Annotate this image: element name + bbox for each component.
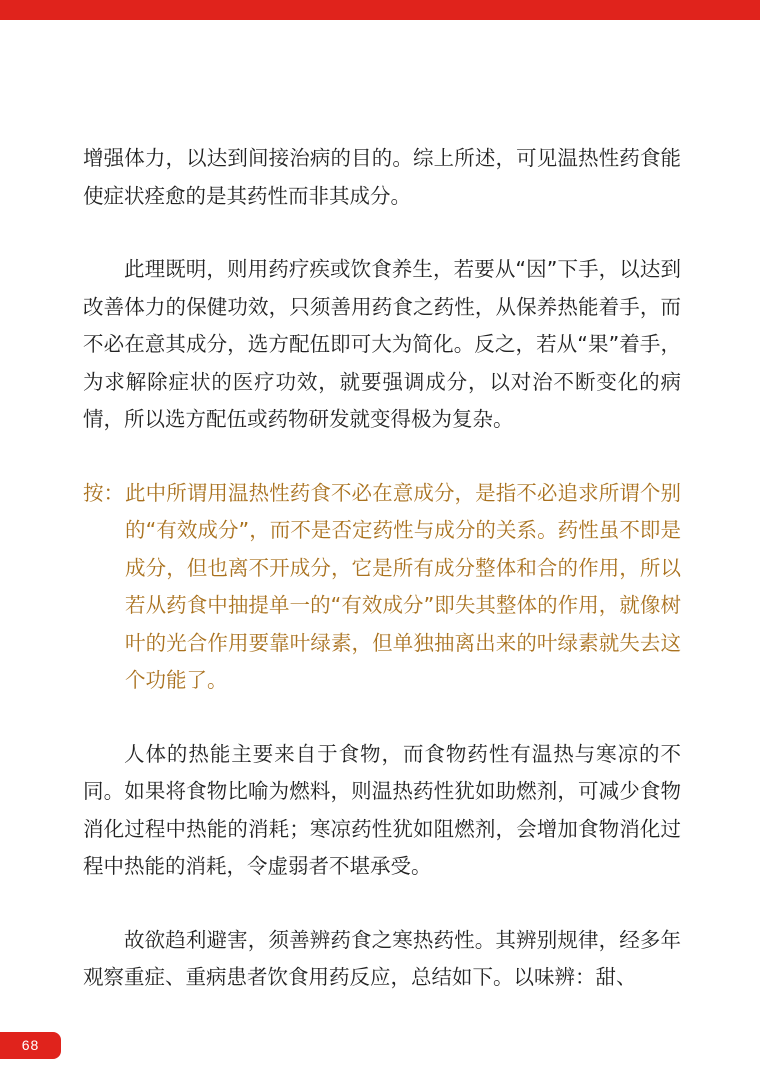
author-note [83,475,681,700]
paragraph-spacer [83,439,681,475]
page-content [83,140,681,997]
paragraph-spacer [83,886,681,922]
paragraph-4: 故欲趋利避害，须善辨药食之寒热药性。其辨别规律，经多年观察重症、重病患者饮食用药反应，总结如下。以味辨：甜、 [83,927,681,989]
paragraph-3: 人体的热能主要来自于食物，而食物药性有温热与寒凉的不同。如果将食物比喻为燃料，则温热药性犹如助燃剂，可减少食物消化过程中热能的消耗；寒凉药性犹如阻燃剂，会增加食物消化过程中热能的消耗，令虚弱者不堪承受。 [83,741,681,878]
paragraph-spacer [83,700,681,736]
top-accent-bar [0,0,760,20]
note-text: 此中所谓用温热性药食不必在意成分，是指不必追求所谓个别的“有效成分”，而不是否定药性与成分的关系。药性虽不即是成分，但也离不开成分，它是所有成分整体和合的作用，所以若从药食中抽提单一的“有效成分”即失其整体的作用，就像树叶的光合作用要靠叶绿素，但单独抽离出来的叶绿素就失去这个功能了。 [125,480,681,692]
page-number-badge: 68 [0,1032,61,1059]
paragraph-1: 增强体力，以达到间接治病的目的。综上所述，可见温热性药食能使症状痊愈的是其药性而非其成分。 [83,146,681,208]
paragraph-spacer [83,215,681,251]
paragraph-2: 此理既明，则用药疗疾或饮食养生，若要从“因”下手，以达到改善体力的保健功效，只须善用药食之药性，从保养热能着手，而不必在意其成分，选方配伍即可大为简化。反之，若从“果”着手，为求解除症状的医疗功效，就要强调成分，以对治不断变化的病情，所以选方配伍或药物研发就变得极为复杂。 [83,257,681,431]
note-label: 按： [83,480,124,505]
